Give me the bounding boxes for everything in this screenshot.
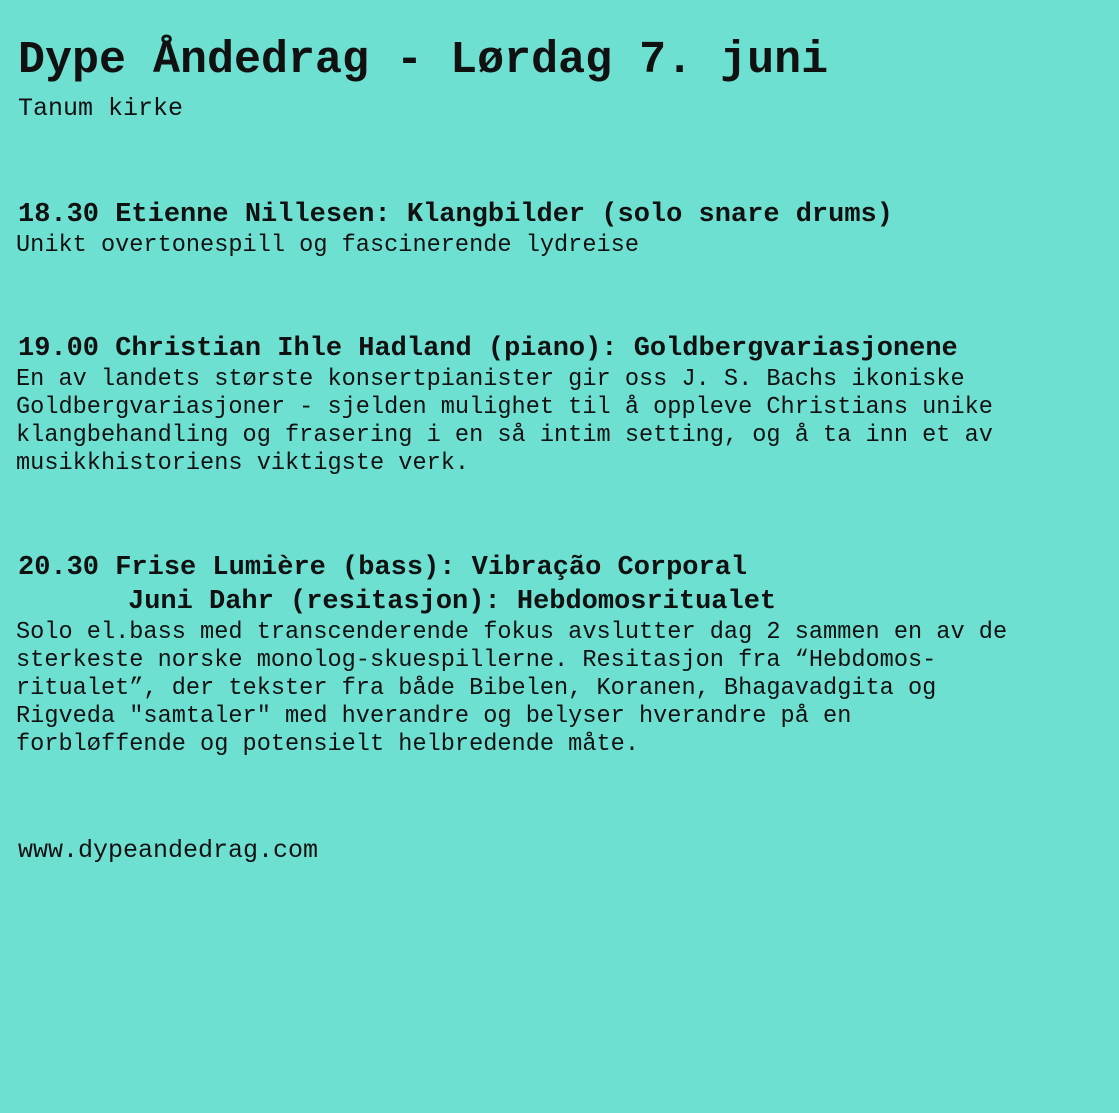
- description-line: ritualet”, der tekster fra både Bibelen, Koranen, Bhagavadgita og: [16, 675, 937, 702]
- description-line: klangbehandling og frasering i en så intim setting, og å ta inn et av: [16, 422, 993, 449]
- description-line: sterkeste norske monolog-skuespillerne. Resitasjon fra “Hebdomos-: [16, 647, 937, 674]
- website-link[interactable]: www.dypeandedrag.com: [18, 836, 319, 865]
- event-heading: [18, 332, 1111, 366]
- event-title: Christian Ihle Hadland (piano): Goldbergvariasjonene: [115, 334, 958, 364]
- description-line: En av landets største konsertpianister gir oss J. S. Bachs ikoniske: [16, 366, 965, 393]
- venue-label: Tanum kirke: [18, 94, 184, 123]
- description-line: Rigveda "samtaler" med hverandre og belyser hverandre på en: [16, 703, 852, 730]
- event-description: [16, 366, 1111, 478]
- event-description: [16, 232, 1111, 260]
- event-time: 20.30: [18, 553, 100, 583]
- description-line: musikkhistoriens viktigste verk.: [16, 450, 470, 477]
- event-1900: [16, 332, 1111, 478]
- event-title: Frise Lumière (bass): Vibração Corporal: [115, 553, 748, 583]
- event-2030: [16, 551, 1111, 759]
- event-heading: [18, 551, 1111, 585]
- event-heading: [18, 198, 1111, 232]
- description-line: forbløffende og potensielt helbredende måte.: [16, 731, 639, 758]
- event-1830: [16, 198, 1111, 260]
- description-line: Unikt overtonespill og fascinerende lydreise: [16, 232, 639, 259]
- event-title: Etienne Nillesen: Klangbilder (solo snare drums): [115, 200, 893, 230]
- description-line: Solo el.bass med transcenderende fokus avslutter dag 2 sammen en av de: [16, 619, 1008, 646]
- event-second-title: Juni Dahr (resitasjon): Hebdomosritualet: [128, 587, 777, 617]
- event-description: [16, 619, 1111, 759]
- event-time: 19.00: [18, 334, 100, 364]
- page-title: Dype Åndedrag - Lørdag 7. juni: [18, 35, 829, 86]
- event-time: 18.30: [18, 200, 100, 230]
- description-line: Goldbergvariasjoner - sjelden mulighet til å oppleve Christians unike: [16, 394, 993, 421]
